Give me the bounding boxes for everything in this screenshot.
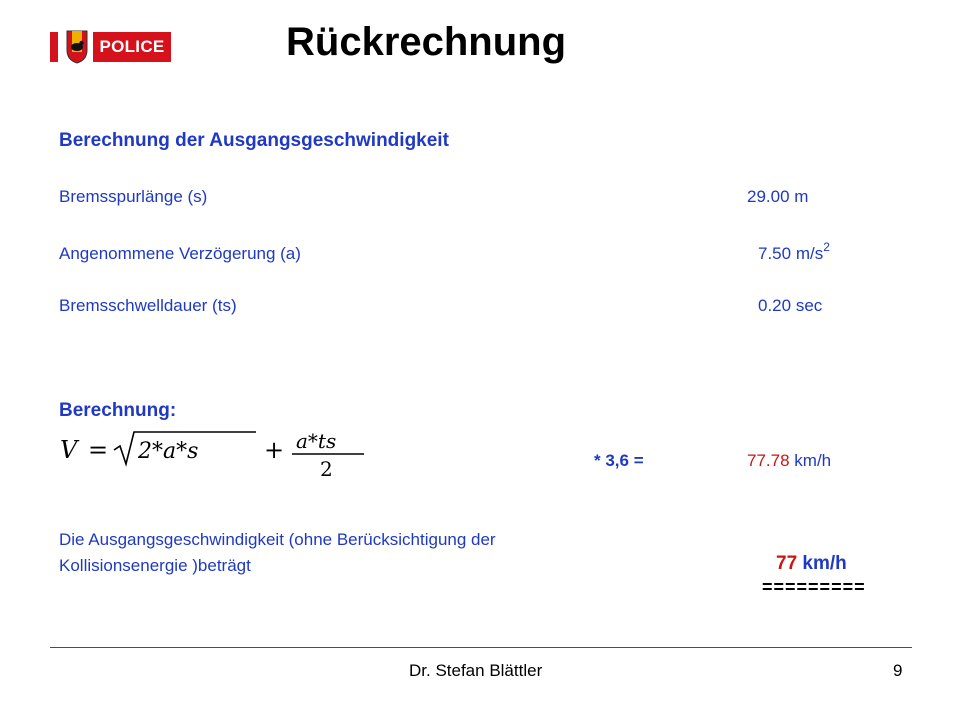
calc-heading: Berechnung: [59, 400, 177, 421]
svg-text:2*a*s: 2*a*s [138, 439, 199, 464]
section-heading: Berechnung der Ausgangsgeschwindigkeit [59, 130, 449, 151]
footer-divider [50, 647, 912, 648]
svg-text:a*ts: a*ts [296, 429, 337, 453]
param-value-threshold-time: 0.20 sec [758, 296, 823, 315]
svg-text:2: 2 [320, 457, 333, 480]
page-number: 9 [893, 661, 903, 680]
calc-result: 77.78 km/h [747, 451, 832, 470]
bern-coat-of-arms-icon [66, 30, 88, 64]
logo-red-bar [50, 32, 58, 62]
final-result: 77 km/h [776, 553, 847, 574]
param-value-brake-length: 29.00 m [747, 187, 809, 206]
police-logo: POLICE [93, 32, 171, 62]
page-title: Rückrechnung [286, 20, 567, 64]
footer-author: Dr. Stefan Blättler [409, 661, 543, 680]
multiplier-label: * 3,6 = [594, 451, 644, 470]
svg-text:+: + [264, 436, 285, 464]
param-label-deceleration: Angenommene Verzögerung (a) [59, 244, 301, 263]
svg-text:=: = [88, 436, 109, 464]
conclusion-line-1: Die Ausgangsgeschwindigkeit (ohne Berücksichtigung der [59, 530, 496, 549]
svg-text:V: V [60, 436, 78, 464]
result-double-underline: ========= [762, 577, 866, 597]
conclusion-line-2: Kollisionsenergie )beträgt [59, 556, 251, 575]
velocity-formula [58, 424, 378, 480]
param-label-brake-length: Bremsspurlänge (s) [59, 187, 208, 206]
param-label-threshold-time: Bremsschwelldauer (ts) [59, 296, 237, 315]
param-value-deceleration: 7.50 $m/s^2$ [758, 240, 830, 263]
